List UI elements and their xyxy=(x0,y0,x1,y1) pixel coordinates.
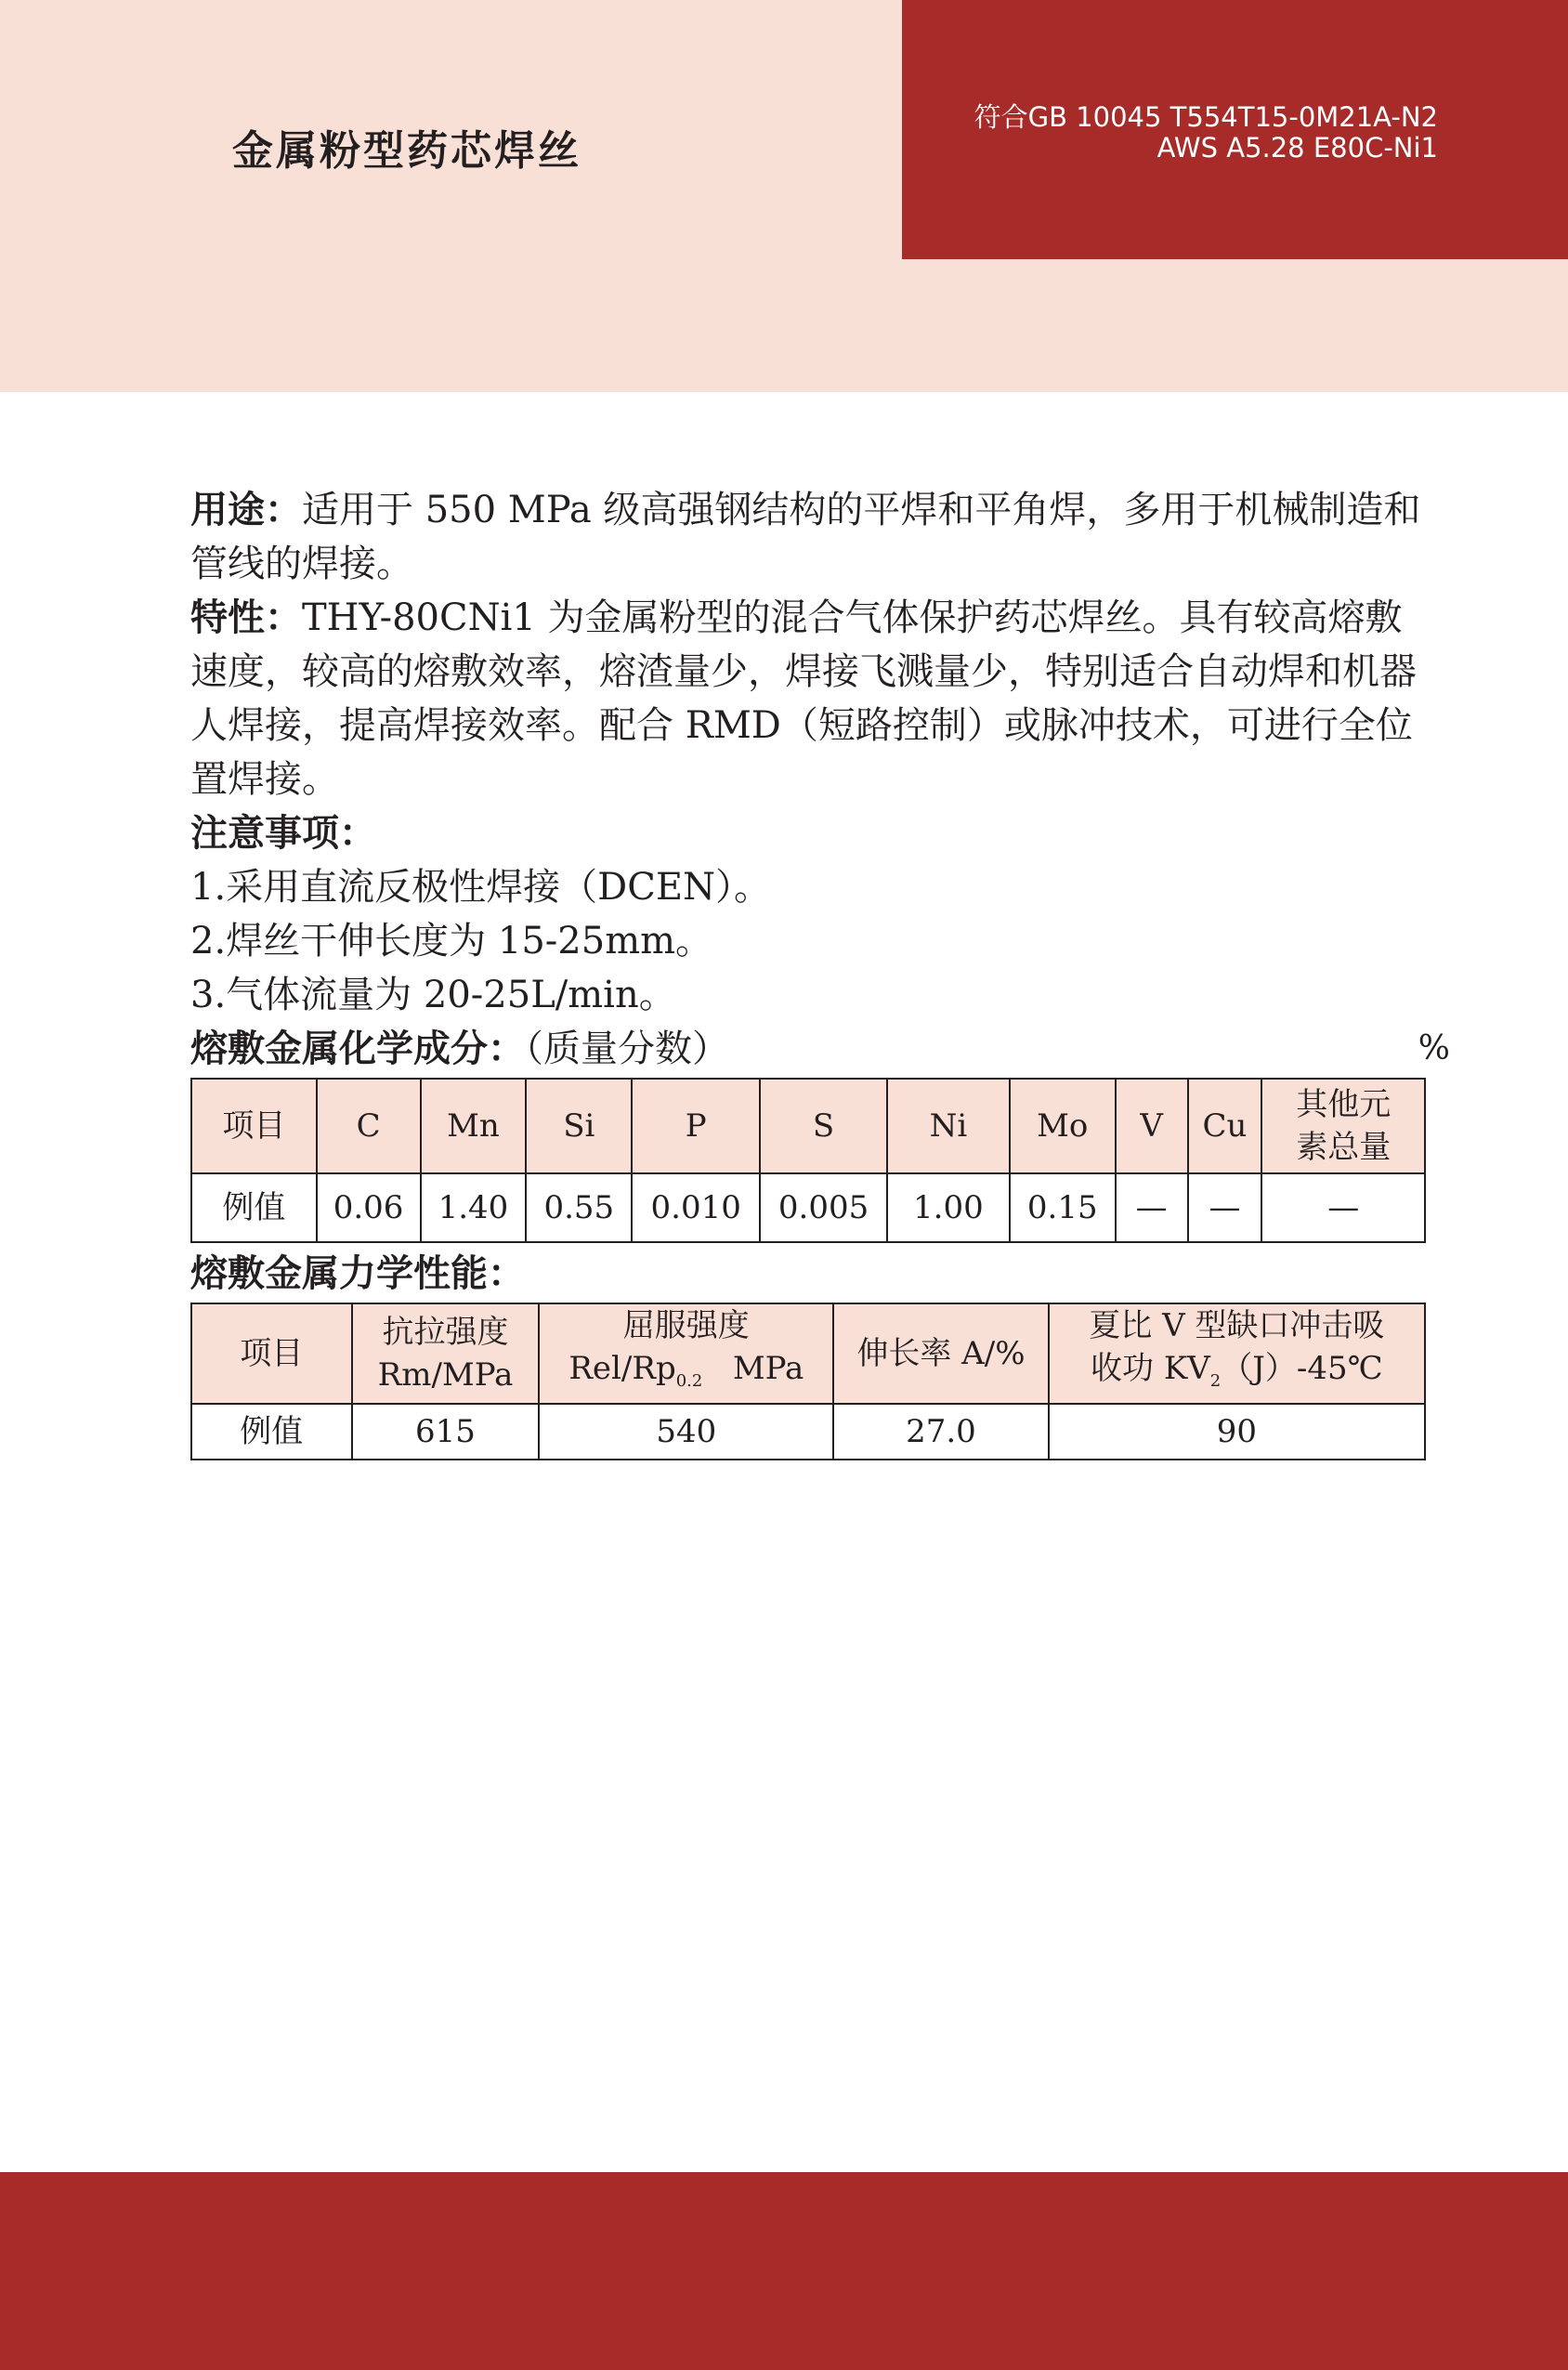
mech-header-impact-line2b: （J）-45℃ xyxy=(1221,1350,1383,1387)
mech-cell-impact: 90 xyxy=(1049,1404,1425,1460)
table-row xyxy=(191,1173,1425,1242)
footer-band xyxy=(0,2172,1568,2370)
chem-header-item: 项目 xyxy=(191,1079,317,1173)
standard-box xyxy=(902,0,1568,259)
table-row xyxy=(191,1404,1425,1460)
mechanical-table xyxy=(190,1303,1426,1460)
mech-header-impact-line2a: 收功 KV xyxy=(1091,1350,1210,1387)
content xyxy=(190,483,1450,1460)
mech-header-yield-line2b: MPa xyxy=(732,1350,804,1387)
mech-cell-yield: 540 xyxy=(539,1404,833,1460)
notes-title: 注意事项： xyxy=(190,812,376,855)
mech-header-item: 项目 xyxy=(191,1303,352,1404)
mech-header-elongation: 伸长率 A/% xyxy=(833,1303,1049,1404)
features-label: 特性： xyxy=(190,596,302,639)
mech-header-yield-line2a: Rel/Rp xyxy=(568,1350,676,1387)
mech-header-yield xyxy=(539,1303,833,1404)
chem-header-ni: Ni xyxy=(887,1079,1010,1173)
standard-aws: AWS A5.28 E80C-Ni1 xyxy=(1156,132,1438,164)
chemical-header-row xyxy=(191,1079,1425,1173)
chem-cell-mn: 1.40 xyxy=(421,1173,527,1242)
chem-cell-p: 0.010 xyxy=(632,1173,760,1242)
chemical-unit: % xyxy=(1418,1029,1450,1067)
note-item-3: 3.气体流量为 20-25L/min。 xyxy=(190,974,676,1016)
chem-header-p: P xyxy=(632,1079,760,1173)
chem-header-c: C xyxy=(317,1079,421,1173)
product-title: 金属粉型药芯焊丝 xyxy=(232,127,581,175)
usage-text: 适用于 550 MPa 级高强钢结构的平焊和平角焊，多用于机械制造和管线的焊接。 xyxy=(190,489,1421,585)
standard-gb: 符合GB 10045 T554T15-0M21A-N2 xyxy=(973,101,1438,133)
mech-header-impact xyxy=(1049,1303,1425,1404)
chem-header-cu: Cu xyxy=(1188,1079,1262,1173)
usage-paragraph xyxy=(190,483,1426,591)
chemical-table xyxy=(190,1078,1426,1243)
mech-header-tensile-line1: 抗拉强度 xyxy=(382,1313,509,1351)
chemical-subtitle: （质量分数） xyxy=(525,1028,729,1070)
chem-cell-v: — xyxy=(1116,1173,1188,1242)
mech-header-impact-sub: 2 xyxy=(1209,1370,1222,1391)
chem-cell-c: 0.06 xyxy=(317,1173,421,1242)
chem-header-others-line2: 素总量 xyxy=(1296,1129,1392,1166)
mech-cell-elongation: 27.0 xyxy=(833,1404,1049,1460)
chem-cell-ni: 1.00 xyxy=(887,1173,1010,1242)
mechanical-header-row xyxy=(191,1303,1425,1404)
chem-header-si: Si xyxy=(526,1079,632,1173)
chem-cell-item: 例值 xyxy=(191,1173,317,1242)
chem-cell-mo: 0.15 xyxy=(1010,1173,1116,1242)
chem-header-others-line1: 其他元 xyxy=(1296,1086,1392,1123)
chem-header-v: V xyxy=(1116,1079,1188,1173)
mech-header-tensile-line2: Rm/MPa xyxy=(377,1355,514,1394)
note-item-1: 1.采用直流反极性焊接（DCEN）。 xyxy=(190,866,772,909)
chem-header-mn: Mn xyxy=(421,1079,527,1173)
mech-header-impact-line1: 夏比 V 型缺口冲击吸 xyxy=(1089,1307,1385,1344)
chem-cell-others: — xyxy=(1261,1173,1425,1242)
mech-cell-tensile: 615 xyxy=(352,1404,540,1460)
features-paragraph xyxy=(190,591,1426,806)
features-text: THY-80CNi1 为金属粉型的混合气体保护药芯焊丝。具有较高熔敷速度，较高的熔敷效率，熔渣量少，焊接飞溅量少，特别适合自动焊和机器人焊接，提高焊接效率。配合 RMD（短路控制）或脉冲技术，可进行全位置焊接。 xyxy=(190,596,1417,801)
usage-label: 用途： xyxy=(190,489,302,531)
mech-cell-item: 例值 xyxy=(191,1404,352,1460)
chem-header-mo: Mo xyxy=(1010,1079,1116,1173)
note-item-2: 2.焊丝干伸长度为 15-25mm。 xyxy=(190,920,713,962)
mech-header-tensile xyxy=(352,1303,540,1404)
chem-cell-s: 0.005 xyxy=(760,1173,887,1242)
chem-cell-si: 0.55 xyxy=(526,1173,632,1242)
mechanical-title: 熔敷金属力学性能： xyxy=(190,1252,525,1295)
chem-header-others xyxy=(1261,1079,1425,1173)
mech-header-yield-line1: 屈服强度 xyxy=(622,1307,750,1344)
chemical-title: 熔敷金属化学成分： xyxy=(190,1028,525,1070)
chem-cell-cu: — xyxy=(1188,1173,1262,1242)
chem-header-s: S xyxy=(760,1079,887,1173)
mech-header-yield-sub: 0.2 xyxy=(675,1370,703,1391)
chemical-heading xyxy=(190,1022,1450,1076)
